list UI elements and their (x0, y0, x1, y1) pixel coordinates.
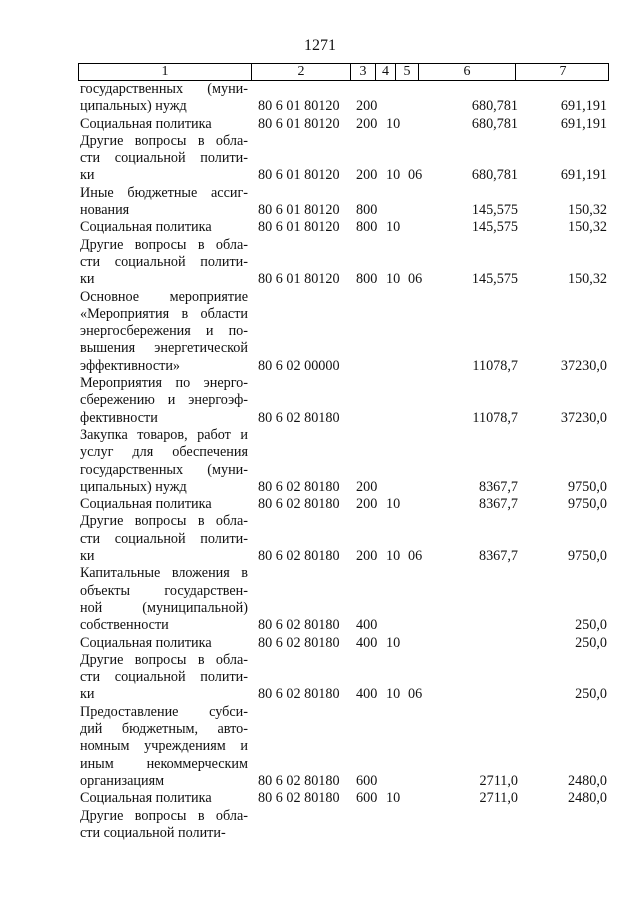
amount-column-7: 150,32 (567, 271, 607, 288)
table-row (0, 427, 640, 496)
amount-column-6: 2711,0 (479, 790, 518, 807)
amount-column-7: 691,191 (560, 115, 607, 132)
row-name-line: «Мероприятия в области (80, 305, 248, 322)
row-name-line: ки (80, 548, 95, 565)
expense-type-code: 200 (356, 548, 378, 565)
row-name-line: Другие вопросы в обла- (80, 651, 248, 668)
table-row (0, 375, 640, 427)
section-code: 10 (386, 686, 401, 703)
target-article-code: 80 6 01 80120 (258, 167, 340, 184)
target-article-code: 80 6 02 80180 (258, 686, 340, 703)
row-name (80, 808, 248, 843)
table-row (0, 219, 640, 236)
amount-column-7: 150,32 (567, 219, 607, 236)
table-row (0, 635, 640, 652)
expense-type-code: 200 (356, 115, 378, 132)
row-name-line: объекты государствен- (80, 582, 248, 599)
row-name-line: государственных (муни- (80, 461, 248, 478)
row-name-line: Капитальные вложения в (80, 565, 248, 582)
target-article-code: 80 6 02 00000 (258, 357, 340, 374)
table-row (0, 133, 640, 185)
section-code: 10 (386, 496, 401, 513)
target-article-code: 80 6 01 80120 (258, 202, 340, 219)
subsection-code: 06 (408, 686, 423, 703)
target-article-code: 80 6 02 80180 (258, 496, 340, 513)
row-name-line: Предоставление субси- (80, 703, 248, 720)
amount-column-6: 11078,7 (472, 409, 518, 426)
row-name (80, 289, 248, 375)
amount-column-6: 680,781 (471, 98, 518, 115)
row-name-line: Другие вопросы в обла- (80, 513, 248, 530)
row-name-line: Закупка товаров, работ и (80, 426, 248, 443)
expense-type-code: 400 (356, 634, 378, 651)
row-name-line: сти социальной полити- (80, 824, 226, 841)
column-header-1: 1 (161, 64, 169, 79)
amount-column-6: 8367,7 (478, 548, 518, 565)
section-code: 10 (386, 634, 401, 651)
table-row (0, 237, 640, 289)
amount-column-7: 37230,0 (560, 409, 607, 426)
target-article-code: 80 6 02 80180 (258, 634, 340, 651)
column-header-7: 7 (515, 64, 610, 80)
target-article-code: 80 6 02 80180 (258, 548, 340, 565)
target-article-code: 80 6 01 80120 (258, 219, 340, 236)
row-name-line: ной (муниципальной) (80, 599, 248, 616)
amount-column-7: 9750,0 (567, 496, 607, 513)
row-name-line: организациям (80, 772, 165, 789)
amount-column-7: 37230,0 (560, 357, 607, 374)
row-name (80, 513, 248, 565)
amount-column-6: 145,575 (471, 271, 518, 288)
row-name-line: нования (80, 202, 130, 219)
row-name (80, 635, 248, 652)
row-name-line: собственности (80, 617, 169, 634)
row-name-line: Социальная политика (80, 115, 212, 132)
expense-type-code: 800 (356, 219, 378, 236)
row-name-line: сти социальной полити- (80, 530, 248, 547)
amount-column-7: 9750,0 (567, 548, 607, 565)
row-name (80, 81, 248, 116)
row-name-line: государственных (муни- (80, 81, 248, 97)
row-name-line: ки (80, 167, 95, 184)
amount-column-7: 150,32 (567, 202, 607, 219)
section-code: 10 (386, 790, 401, 807)
target-article-code: 80 6 01 80120 (258, 115, 340, 132)
expense-type-code: 200 (356, 478, 378, 495)
row-name (80, 427, 248, 496)
row-name-line: Другие вопросы в обла- (80, 807, 248, 824)
amount-column-6: 680,781 (471, 115, 518, 132)
amount-column-6: 8367,7 (478, 496, 518, 513)
row-name (80, 496, 248, 513)
row-name-line: энергосбережения и по- (80, 323, 248, 340)
target-article-code: 80 6 02 80180 (258, 772, 340, 789)
amount-column-7: 2480,0 (567, 790, 607, 807)
amount-column-7: 250,0 (575, 634, 607, 651)
row-name (80, 185, 248, 220)
amount-column-6: 8367,7 (478, 478, 518, 495)
expense-type-code: 200 (356, 98, 378, 115)
budget-table-body (0, 81, 640, 842)
section-code: 10 (386, 219, 401, 236)
expense-type-code: 200 (356, 167, 378, 184)
row-name (80, 237, 248, 289)
row-name-line: иным некоммерческим (80, 755, 248, 772)
table-row (0, 513, 640, 565)
row-name-line: Иные бюджетные ассиг- (80, 184, 248, 201)
row-name-line: дий бюджетным, авто- (80, 721, 248, 737)
row-name (80, 219, 248, 236)
row-name (80, 116, 248, 133)
target-article-code: 80 6 02 80180 (258, 409, 340, 426)
row-name-line: сти социальной полити- (80, 669, 248, 686)
amount-column-7: 691,191 (560, 167, 607, 184)
section-code: 10 (386, 271, 401, 288)
row-name-line: Другие вопросы в обла- (80, 236, 248, 253)
row-name-line: сбережению и энергоэф- (80, 392, 248, 409)
expense-type-code: 400 (356, 686, 378, 703)
expense-type-code: 200 (356, 496, 378, 513)
table-row (0, 565, 640, 634)
amount-column-6: 145,575 (471, 219, 518, 236)
amount-column-7: 250,0 (575, 617, 607, 634)
amount-column-7: 9750,0 (567, 478, 607, 495)
table-row (0, 652, 640, 704)
amount-column-7: 691,191 (560, 98, 607, 115)
section-code: 10 (386, 548, 401, 565)
row-name-line: ципальных) нужд (80, 98, 187, 115)
row-name-line: Социальная политика (80, 219, 212, 236)
column-header-6: 6 (418, 64, 515, 80)
row-name-line: Социальная политика (80, 790, 212, 807)
row-name-line: услуг для обеспечения (80, 444, 248, 461)
target-article-code: 80 6 02 80180 (258, 478, 340, 495)
table-row (0, 116, 640, 133)
table-row (0, 496, 640, 513)
amount-column-6: 11078,7 (472, 357, 518, 374)
row-name (80, 704, 248, 790)
row-name (80, 375, 248, 427)
row-name-line: номным учреждениям и (80, 738, 248, 755)
row-name-line: Другие вопросы в обла- (80, 132, 248, 149)
table-row (0, 790, 640, 807)
target-article-code: 80 6 01 80120 (258, 271, 340, 288)
row-name-line: Социальная политика (80, 634, 212, 651)
amount-column-6: 680,781 (471, 167, 518, 184)
row-name (80, 790, 248, 807)
row-name-line: сти социальной полити- (80, 253, 248, 270)
row-name (80, 652, 248, 704)
target-article-code: 80 6 02 80180 (258, 790, 340, 807)
table-row (0, 808, 640, 843)
row-name-line: эффективности» (80, 357, 181, 374)
section-code: 10 (386, 167, 401, 184)
amount-column-6: 145,575 (471, 202, 518, 219)
table-row (0, 81, 640, 116)
amount-column-7: 250,0 (575, 686, 607, 703)
page-number: 1271 (304, 37, 336, 54)
row-name-line: фективности (80, 409, 158, 426)
column-header-row (78, 63, 609, 81)
table-row (0, 185, 640, 220)
target-article-code: 80 6 02 80180 (258, 617, 340, 634)
subsection-code: 06 (408, 271, 423, 288)
row-name-line: Основное мероприятие (80, 288, 248, 305)
expense-type-code: 400 (356, 617, 378, 634)
column-header-3: 3 (350, 64, 375, 80)
amount-column-6: 2711,0 (479, 772, 518, 789)
row-name-line: ки (80, 271, 95, 288)
row-name-line: сти социальной полити- (80, 150, 248, 167)
expense-type-code: 600 (356, 772, 378, 789)
row-name (80, 133, 248, 185)
amount-column-7: 2480,0 (567, 772, 607, 789)
row-name-line: Мероприятия по энерго- (80, 375, 248, 392)
subsection-code: 06 (408, 167, 423, 184)
column-header-4: 4 (375, 64, 395, 80)
row-name-line: ципальных) нужд (80, 478, 187, 495)
column-header-5: 5 (395, 64, 418, 80)
target-article-code: 80 6 01 80120 (258, 98, 340, 115)
section-code: 10 (386, 115, 401, 132)
table-row (0, 289, 640, 376)
expense-type-code: 800 (356, 271, 378, 288)
subsection-code: 06 (408, 548, 423, 565)
row-name-line: вышения энергетической (80, 340, 248, 357)
expense-type-code: 600 (356, 790, 378, 807)
expense-type-code: 800 (356, 202, 378, 219)
table-row (0, 704, 640, 791)
row-name-line: Социальная политика (80, 496, 212, 513)
column-header-2: 2 (251, 64, 350, 80)
row-name-line: ки (80, 686, 95, 703)
row-name (80, 565, 248, 634)
